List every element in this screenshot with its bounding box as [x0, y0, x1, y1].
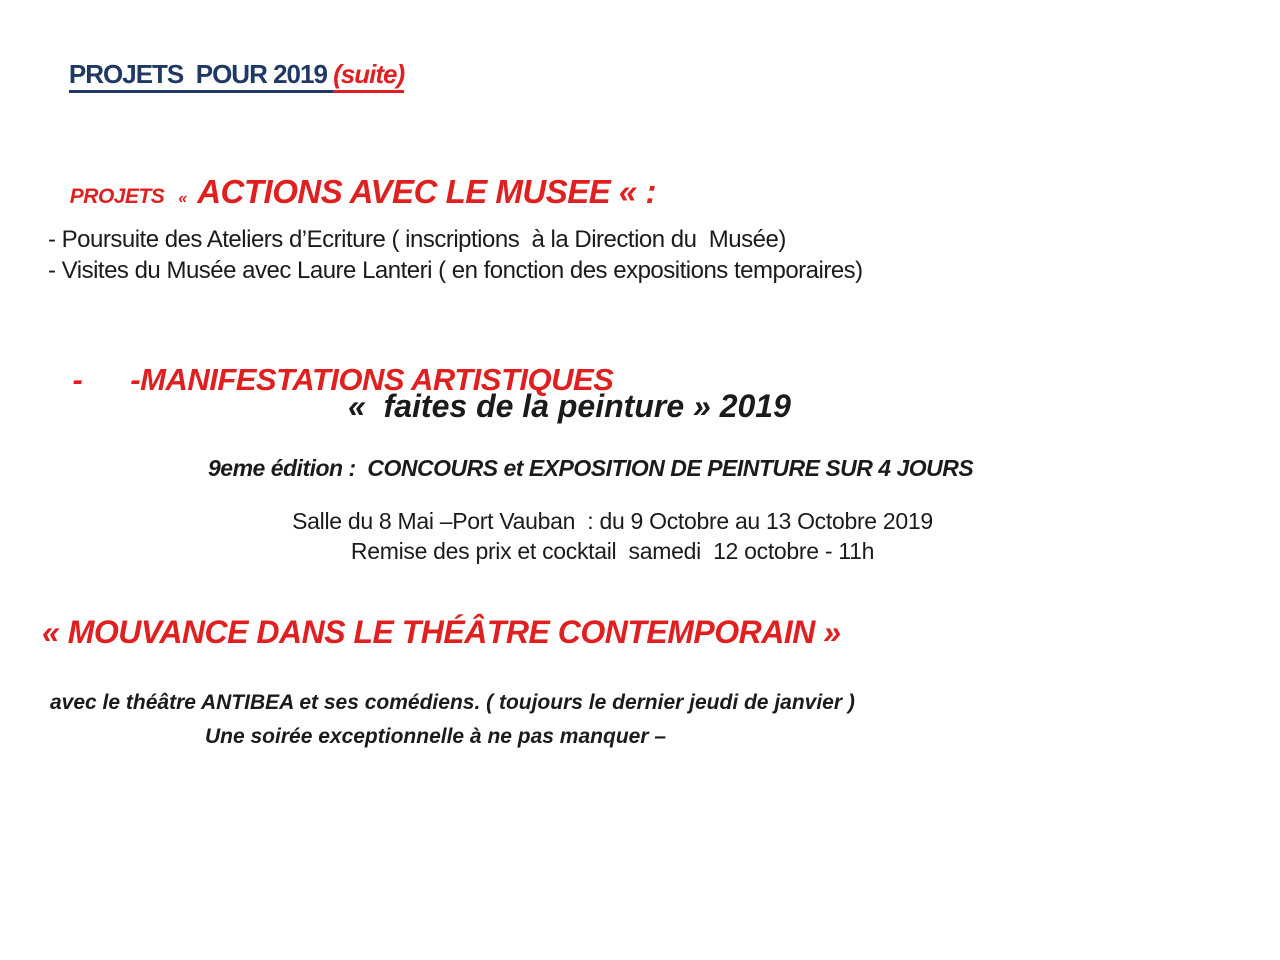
musee-kicker: PROJETS — [69, 185, 165, 208]
musee-item-ateliers: - Poursuite des Ateliers d’Ecriture ( inscriptions à la Direction du Musée) — [48, 226, 786, 253]
mouvance-heading: « MOUVANCE DANS LE THÉÂTRE CONTEMPORAIN » — [42, 614, 841, 650]
theatre-antibea-line: avec le théâtre ANTIBEA et ses comédiens. ( toujours le dernier jeudi de janvier ) — [50, 691, 855, 714]
theatre-details-block — [50, 686, 855, 754]
ceremony-cocktail-line: Remise des prix et cocktail samedi 12 octobre - 11h — [350, 538, 875, 564]
manifestations-heading-text: -MANIFESTATIONS ARTISTIQUES — [130, 362, 614, 397]
musee-item-list — [48, 224, 863, 286]
musee-section-heading — [52, 155, 656, 229]
event-title-faites-de-la-peinture: « faites de la peinture » 2019 — [348, 388, 791, 424]
venue-dates-line: Salle du 8 Mai –Port Vauban : du 9 Octobre au 13 Octobre 2019 — [292, 508, 933, 534]
musee-heading-text: ACTIONS AVEC LE MUSEE « : — [197, 173, 656, 210]
edition-concours-line: 9eme édition : CONCOURS et EXPOSITION DE PEINTURE SUR 4 JOURS — [208, 455, 974, 481]
page-title-suite: (suite) — [333, 59, 404, 93]
musee-item-visites: - Visites du Musée avec Laure Lanteri ( en fonction des expositions temporaires) — [48, 257, 863, 284]
theatre-soiree-line: Une soirée exceptionnelle à ne pas manquer – — [205, 725, 667, 748]
manifestations-bullet-dash: - — [72, 362, 83, 397]
slide-header — [44, 28, 404, 121]
musee-open-quote: « — [178, 190, 188, 207]
page-title: PROJETS POUR 2019 — [69, 59, 333, 93]
event-details-block — [0, 506, 1225, 566]
